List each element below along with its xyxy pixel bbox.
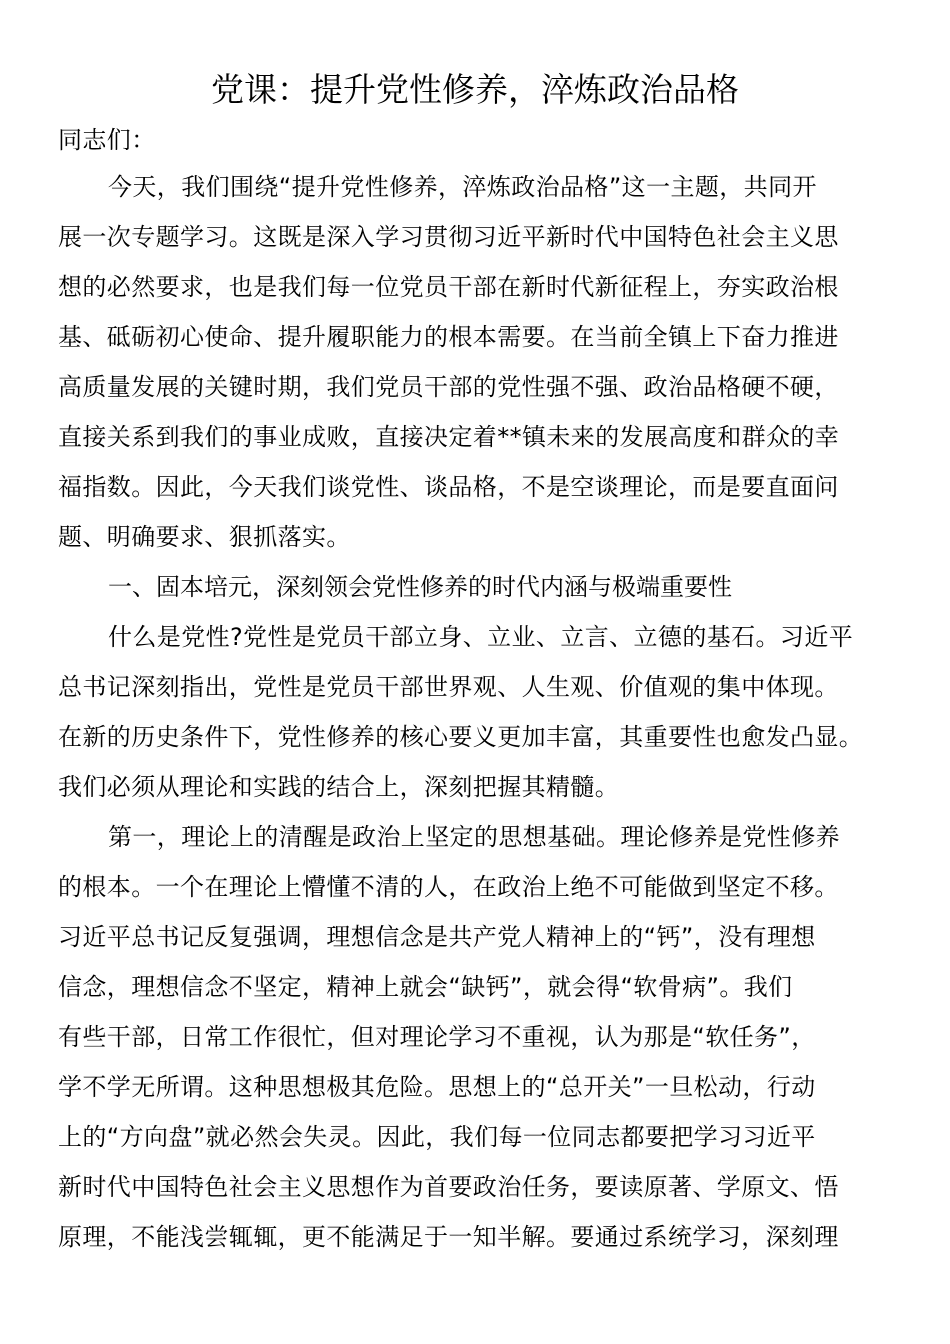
- paragraph-first-point-line-8: 新时代中国特色社会主义思想作为首要政治任务，要读原著、学原文、悟: [58, 1173, 839, 1201]
- paragraph-intro-line-5: 高质量发展的关键时期，我们党员干部的党性强不强、政治品格硬不硬，: [58, 373, 839, 401]
- paragraph-intro-line-8: 题、明确要求、狠抓落实。: [58, 523, 351, 551]
- paragraph-party-spirit-line-1: 什么是党性?党性是党员干部立身、立业、立言、立德的基石。习近平: [108, 623, 854, 651]
- paragraph-intro-line-4: 基、砥砺初心使命、提升履职能力的根本需要。在当前全镇上下奋力推进: [58, 323, 839, 351]
- paragraph-first-point-line-2: 的根本。一个在理论上懵懂不清的人，在政治上绝不可能做到坚定不移。: [58, 873, 839, 901]
- document-title: 党课：提升党性修养，淬炼政治品格: [211, 70, 739, 109]
- paragraph-first-point-line-1: 第一，理论上的清醒是政治上坚定的思想基础。理论修养是党性修养: [108, 823, 840, 851]
- paragraph-first-point-line-5: 有些干部，日常工作很忙，但对理论学习不重视，认为那是“软任务”，: [58, 1023, 816, 1051]
- paragraph-intro-line-3: 想的必然要求，也是我们每一位党员干部在新时代新征程上，夯实政治根: [58, 273, 839, 301]
- document-body: [58, 118, 898, 1262]
- paragraph-party-spirit-line-3: 在新的历史条件下，党性修养的核心要义更加丰富，其重要性也愈发凸显。: [58, 723, 864, 751]
- paragraph-intro-line-6: 直接关系到我们的事业成败，直接决定着**镇未来的发展高度和群众的幸: [58, 423, 840, 451]
- paragraph-intro-line-2: 展一次专题学习。这既是深入学习贯彻习近平新时代中国特色社会主义思: [58, 223, 839, 251]
- section-heading-1: 一、固本培元，深刻领会党性修养的时代内涵与极端重要性: [108, 573, 732, 601]
- salutation: 同志们：: [58, 126, 156, 154]
- paragraph-party-spirit-line-2: 总书记深刻指出，党性是党员干部世界观、人生观、价值观的集中体现。: [58, 673, 839, 701]
- paragraph-intro-line-1: 今天，我们围绕“提升党性修养，淬炼政治品格”这一主题，共同开: [108, 173, 817, 201]
- paragraph-first-point-line-6: 学不学无所谓。这种思想极其危险。思想上的“总开关”一旦松动，行动: [58, 1073, 816, 1101]
- paragraph-first-point-line-4: 信念，理想信念不坚定，精神上就会“缺钙”，就会得“软骨病”。我们: [58, 973, 793, 1001]
- paragraph-party-spirit-line-4: 我们必须从理论和实践的结合上，深刻把握其精髓。: [58, 773, 620, 801]
- paragraph-first-point-line-7: 上的“方向盘”就必然会失灵。因此，我们每一位同志都要把学习习近平: [58, 1123, 816, 1151]
- paragraph-first-point-line-3: 习近平总书记反复强调，理想信念是共产党人精神上的“钙”，没有理想: [58, 923, 816, 951]
- paragraph-first-point-line-9: 原理，不能浅尝辄辄，更不能满足于一知半解。要通过系统学习，深刻理: [58, 1223, 839, 1251]
- paragraph-intro-line-7: 福指数。因此，今天我们谈党性、谈品格，不是空谈理论，而是要直面问: [58, 473, 839, 501]
